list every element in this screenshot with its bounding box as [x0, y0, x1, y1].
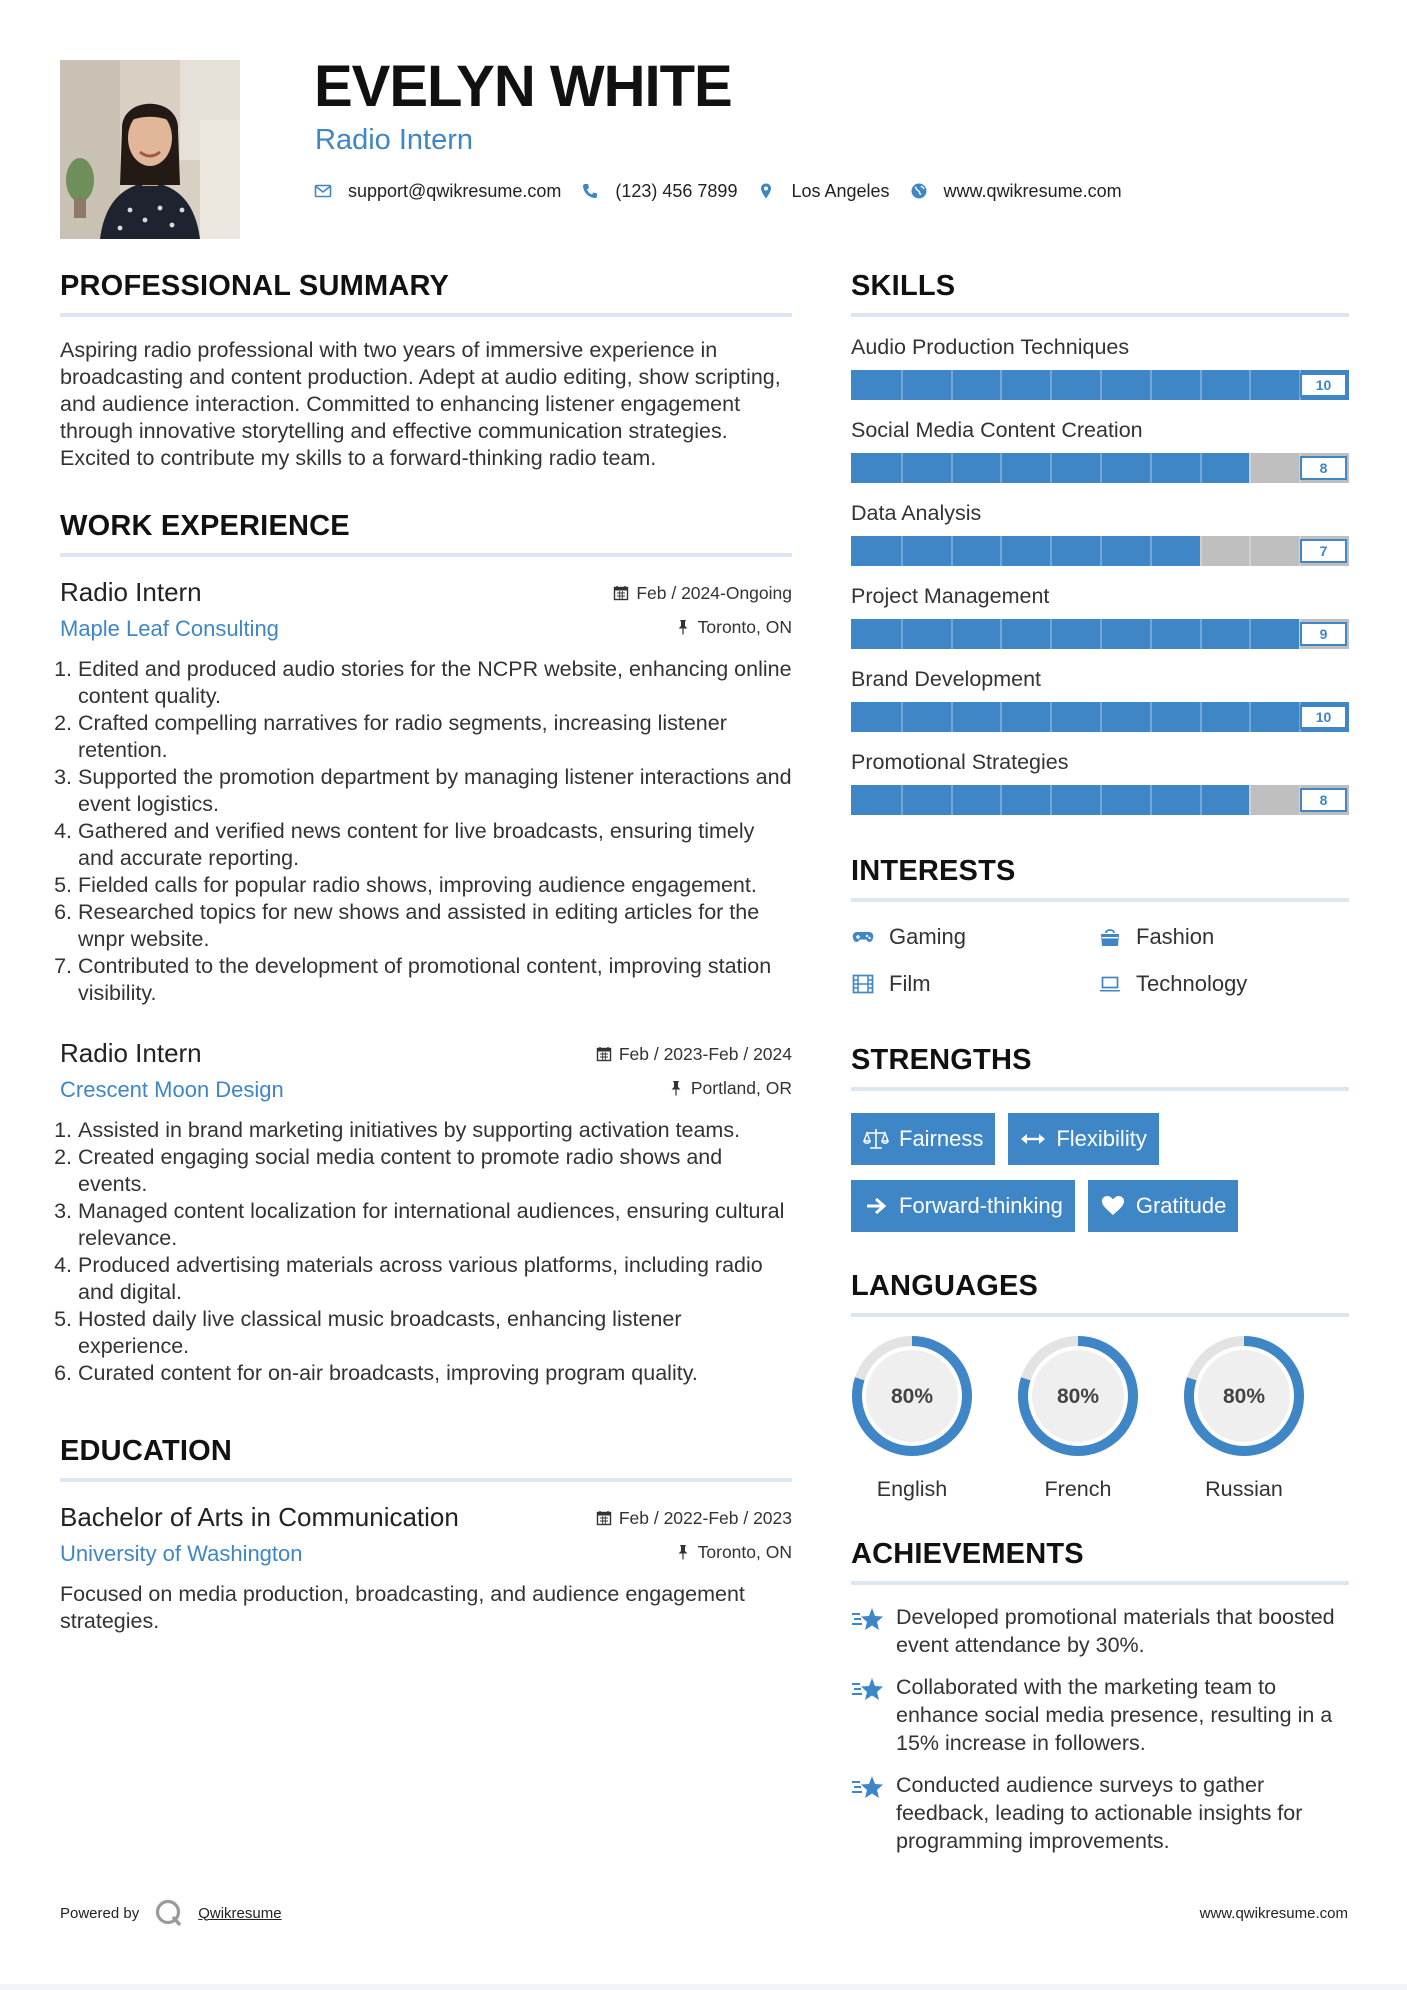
- skill-name: Project Management: [851, 584, 1050, 608]
- languages-list: [851, 1335, 1349, 1502]
- shooting-star-icon: [851, 1675, 885, 1705]
- language-percent: 80%: [1056, 1385, 1100, 1408]
- skill-score: 10: [1300, 705, 1347, 729]
- heart-icon: [1100, 1193, 1126, 1219]
- skill-name: Social Media Content Creation: [851, 418, 1143, 442]
- shooting-star-icon: [851, 1605, 885, 1635]
- skill-bar-segment: [951, 453, 953, 483]
- duty-item: 7. Contributed to the development of promotional content, improving station visibility.: [78, 953, 792, 1007]
- pushpin-icon: [675, 1544, 691, 1560]
- duty-item: 3. Supported the promotion department by managing listener interactions and event logistics.: [78, 764, 792, 818]
- education-entry: [60, 1502, 792, 1635]
- language-item: [1017, 1335, 1183, 1502]
- skill-bar-segment: [1000, 370, 1002, 400]
- skill-bar: [851, 536, 1349, 566]
- skill-bar-segment: [1200, 453, 1202, 483]
- skill-score: 8: [1300, 788, 1347, 812]
- language-ring: [1017, 1335, 1139, 1457]
- languages-heading: LANGUAGES: [851, 1270, 1349, 1317]
- language-item: [851, 1335, 1017, 1502]
- interest-item: [1098, 920, 1345, 953]
- duty-item: 3. Managed content localization for international audiences, ensuring cultural relevance.: [78, 1198, 792, 1252]
- skill-bar-segment: [901, 370, 903, 400]
- skill-score: 10: [1300, 373, 1347, 397]
- skill-bar-segment: [1150, 619, 1152, 649]
- balance-scale-icon: [863, 1126, 889, 1152]
- envelope-icon: [314, 182, 332, 200]
- language-item: [1183, 1335, 1349, 1502]
- bottom-bar: [0, 1984, 1407, 1990]
- achievements-heading: ACHIEVEMENTS: [851, 1538, 1349, 1585]
- skill-bar-segment: [1000, 619, 1002, 649]
- strength-badge: [1008, 1113, 1158, 1165]
- education-school[interactable]: University of Washington: [60, 1541, 303, 1566]
- skill-bar-segment: [1050, 785, 1052, 815]
- skill-bar: [851, 702, 1349, 732]
- job-entry: [60, 577, 792, 1007]
- skill-bar: [851, 785, 1349, 815]
- achievement-item: [851, 1603, 1349, 1659]
- skill-score: 9: [1300, 622, 1347, 646]
- job-dates: Feb / 2023-Feb / 2024: [618, 1043, 792, 1064]
- duty-item: 5. Fielded calls for popular radio shows, improving audience engagement.: [78, 872, 792, 899]
- skill-bar-segment: [1050, 702, 1052, 732]
- qwikresume-logo-icon: [154, 1898, 184, 1928]
- skill-name: Promotional Strategies: [851, 750, 1069, 774]
- skill-bar-segment: [951, 785, 953, 815]
- interests-list: [851, 920, 1349, 1000]
- skill-item: [851, 501, 1349, 566]
- duty-item: 5. Hosted daily live classical music broadcasts, enhancing listener experience.: [78, 1306, 792, 1360]
- skill-bar-segment: [1249, 453, 1251, 483]
- skill-bar-fill: [851, 619, 1299, 649]
- strength-badge: [851, 1180, 1075, 1232]
- summary-heading: PROFESSIONAL SUMMARY: [60, 270, 792, 317]
- skill-bar-segment: [1050, 370, 1052, 400]
- skill-bar-segment: [1100, 536, 1102, 566]
- map-marker-icon: [757, 182, 775, 200]
- skill-bar-segment: [1000, 702, 1002, 732]
- skill-bar-segment: [1200, 785, 1202, 815]
- job-duties: [60, 656, 792, 1007]
- skill-item: [851, 335, 1349, 400]
- skills-list: [851, 335, 1349, 815]
- skill-bar-segment: [901, 536, 903, 566]
- skill-bar-segment: [1200, 536, 1202, 566]
- footer-powered-by: [60, 1898, 282, 1928]
- skill-bar-fill: [851, 536, 1200, 566]
- job-company[interactable]: Maple Leaf Consulting: [60, 616, 279, 641]
- language-percent: 80%: [890, 1385, 934, 1408]
- skill-item: [851, 584, 1349, 649]
- duty-item: 6. Researched topics for new shows and assisted in editing articles for the wnpr website.: [78, 899, 792, 953]
- strength-label: Forward-thinking: [899, 1193, 1063, 1218]
- skill-bar: [851, 619, 1349, 649]
- skill-score: 7: [1300, 539, 1347, 563]
- skill-bar-segment: [1150, 702, 1152, 732]
- duty-item: 2. Crafted compelling narratives for radio segments, increasing listener retention.: [78, 710, 792, 764]
- skill-bar-segment: [1100, 619, 1102, 649]
- skill-bar-segment: [1249, 536, 1251, 566]
- job-role: Radio Intern: [60, 1038, 202, 1068]
- language-ring: [1183, 1335, 1305, 1457]
- contact-phone-text: (123) 456 7899: [615, 180, 738, 201]
- language-name: English: [876, 1477, 948, 1501]
- education-heading: EDUCATION: [60, 1435, 792, 1482]
- skill-bar-segment: [1000, 453, 1002, 483]
- language-name: Russian: [1205, 1477, 1283, 1501]
- interest-label: Gaming: [889, 923, 967, 949]
- pushpin-icon: [675, 619, 691, 635]
- arrows-horizontal-icon: [1020, 1126, 1046, 1152]
- education-description: Focused on media production, broadcasting, and audience engagement strategies.: [60, 1582, 745, 1633]
- contact-phone[interactable]: [581, 181, 737, 202]
- strengths-heading: STRENGTHS: [851, 1044, 1349, 1091]
- strength-badge: [1088, 1180, 1239, 1232]
- skill-bar-segment: [1249, 619, 1251, 649]
- education-location: Toronto, ON: [697, 1541, 792, 1562]
- skill-bar-segment: [1000, 785, 1002, 815]
- achievements-list: [851, 1603, 1349, 1855]
- skill-bar-segment: [951, 619, 953, 649]
- interest-label: Film: [889, 970, 931, 996]
- interest-item: [1098, 967, 1345, 1000]
- gamepad-icon: [851, 925, 875, 949]
- skill-item: [851, 750, 1349, 815]
- interest-label: Fashion: [1136, 923, 1215, 949]
- achievement-text: Developed promotional materials that boosted event attendance by 30%.: [896, 1605, 1335, 1657]
- strength-badge: [851, 1113, 995, 1165]
- skill-bar-segment: [901, 785, 903, 815]
- skill-bar-segment: [1000, 536, 1002, 566]
- strength-label: Flexibility: [1056, 1126, 1147, 1151]
- job-entry: [60, 1038, 792, 1387]
- left-column: [60, 270, 792, 1635]
- footer-website[interactable]: www.qwikresume.com: [1199, 1905, 1348, 1922]
- skill-item: [851, 667, 1349, 732]
- skill-bar-segment: [1200, 702, 1202, 732]
- calendar-icon: [613, 585, 629, 601]
- calendar-icon: [596, 1510, 612, 1526]
- job-location: Portland, OR: [690, 1077, 792, 1098]
- job-company[interactable]: Crescent Moon Design: [60, 1077, 284, 1102]
- skill-bar-segment: [1150, 370, 1152, 400]
- interest-label: Technology: [1136, 970, 1248, 996]
- contact-website[interactable]: [910, 181, 1122, 202]
- candidate-title: Radio Intern: [315, 124, 473, 156]
- arrow-right-icon: [863, 1193, 889, 1219]
- profile-photo: [60, 60, 240, 239]
- duty-item: 6. Curated content for on-air broadcasts, improving program quality.: [78, 1360, 792, 1387]
- phone-icon: [581, 182, 599, 200]
- skill-bar-segment: [1100, 370, 1102, 400]
- skill-bar-segment: [1150, 785, 1152, 815]
- powered-by-label: Powered by: [60, 1904, 140, 1922]
- skill-bar-segment: [1150, 453, 1152, 483]
- qwikresume-link[interactable]: Qwikresume: [198, 1904, 282, 1922]
- strength-label: Fairness: [899, 1126, 984, 1151]
- language-name: French: [1044, 1477, 1112, 1501]
- contact-website-text: www.qwikresume.com: [943, 180, 1122, 201]
- duty-item: 2. Created engaging social media content to promote radio shows and events.: [78, 1144, 792, 1198]
- contact-bar: [314, 176, 1142, 206]
- contact-location-text: Los Angeles: [791, 180, 890, 201]
- experience-heading: WORK EXPERIENCE: [60, 510, 792, 557]
- duty-item: 4. Produced advertising materials across various platforms, including radio and digital.: [78, 1252, 792, 1306]
- job-dates: Feb / 2024-Ongoing: [636, 582, 792, 603]
- skill-name: Brand Development: [851, 667, 1042, 691]
- achievement-item: [851, 1771, 1349, 1855]
- education-dates: Feb / 2022-Feb / 2023: [618, 1507, 792, 1528]
- skill-bar-segment: [1200, 370, 1202, 400]
- skill-name: Data Analysis: [851, 501, 982, 525]
- interest-item: [851, 920, 1098, 953]
- duty-item: 1. Edited and produced audio stories for the NCPR website, enhancing online content quality.: [78, 656, 792, 710]
- interest-item: [851, 967, 1098, 1000]
- contact-email-text: support@qwikresume.com: [348, 180, 562, 201]
- interests-heading: INTERESTS: [851, 855, 1349, 902]
- job-location: Toronto, ON: [697, 616, 792, 637]
- duty-item: 4. Gathered and verified news content for live broadcasts, ensuring timely and accurate reporting.: [78, 818, 792, 872]
- skill-bar-segment: [901, 453, 903, 483]
- skill-name: Audio Production Techniques: [851, 335, 1130, 359]
- skill-bar-segment: [901, 702, 903, 732]
- education-degree: Bachelor of Arts in Communication: [60, 1502, 459, 1532]
- skill-bar-segment: [1249, 785, 1251, 815]
- summary-text: Aspiring radio professional with two years of immersive experience in broadcasting and content production. Adept at audio editing, show scripting, and audience interaction. Committed to enhancing listener engagement through innovative storytelling and effective communication strategies. Excited to contribute my skills to a forward-thinking radio team.: [60, 338, 781, 470]
- shopping-bag-icon: [1098, 925, 1122, 949]
- skill-score: 8: [1300, 456, 1347, 480]
- skill-bar-segment: [1100, 785, 1102, 815]
- skill-bar-segment: [901, 619, 903, 649]
- achievement-text: Collaborated with the marketing team to enhance social media presence, resulting in a 15% increase in followers.: [896, 1675, 1333, 1755]
- language-ring: [851, 1335, 973, 1457]
- achievement-text: Conducted audience surveys to gather feedback, leading to actionable insights for programming improvements.: [896, 1773, 1303, 1853]
- skill-bar-segment: [1050, 619, 1052, 649]
- job-role: Radio Intern: [60, 577, 202, 607]
- language-percent: 80%: [1222, 1385, 1266, 1408]
- skill-bar-segment: [951, 702, 953, 732]
- candidate-name: EVELYN WHITE: [314, 54, 732, 119]
- skill-bar-segment: [951, 370, 953, 400]
- contact-email[interactable]: [314, 181, 561, 202]
- skill-bar-segment: [951, 536, 953, 566]
- skill-bar-segment: [1200, 619, 1202, 649]
- skills-heading: SKILLS: [851, 270, 1349, 317]
- strengths-list: [851, 1113, 1349, 1232]
- contact-location: [757, 181, 889, 202]
- right-column: [851, 270, 1349, 1869]
- strength-label: Gratitude: [1135, 1193, 1227, 1218]
- film-icon: [851, 972, 875, 996]
- skill-bar: [851, 370, 1349, 400]
- skill-bar-segment: [1050, 536, 1052, 566]
- skill-bar-segment: [1100, 453, 1102, 483]
- calendar-icon: [596, 1046, 612, 1062]
- skill-bar-segment: [1249, 370, 1251, 400]
- achievement-item: [851, 1673, 1349, 1757]
- pushpin-icon: [668, 1080, 684, 1096]
- duty-item: 1. Assisted in brand marketing initiatives by supporting activation teams.: [78, 1117, 792, 1144]
- globe-icon: [910, 182, 928, 200]
- skill-bar: [851, 453, 1349, 483]
- skill-bar-segment: [1150, 536, 1152, 566]
- skill-bar-segment: [1100, 702, 1102, 732]
- job-duties: [60, 1117, 792, 1387]
- skill-bar-segment: [1249, 702, 1251, 732]
- skill-item: [851, 418, 1349, 483]
- skill-bar-segment: [1050, 453, 1052, 483]
- shooting-star-icon: [851, 1773, 885, 1803]
- laptop-icon: [1098, 972, 1122, 996]
